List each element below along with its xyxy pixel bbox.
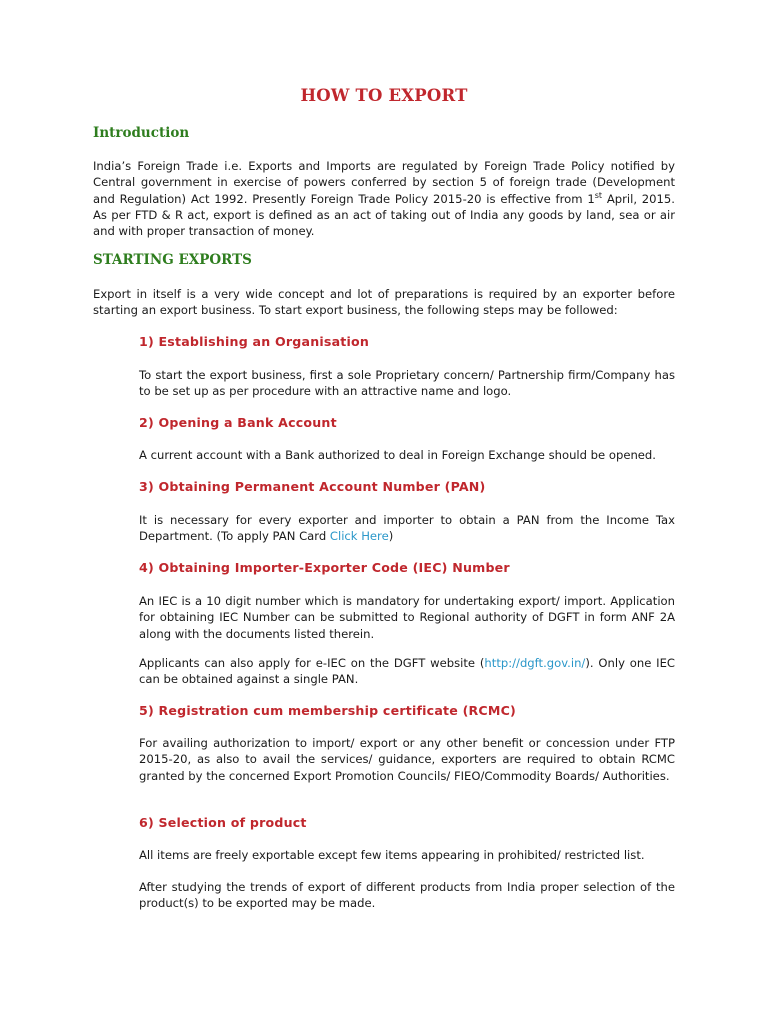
step-6-heading: 6) Selection of product <box>139 815 307 830</box>
step-2-paragraph: A current account with a Bank authorized to deal in Foreign Exchange should be opened. <box>139 448 656 462</box>
step-1-heading: 1) Establishing an Organisation <box>139 334 370 349</box>
step-3-heading: 3) Obtaining Permanent Account Number (PAN) <box>139 479 486 494</box>
step-4-paragraph-1: An IEC is a 10 digit number which is mandatory for undertaking export/ import. Application for obtaining IEC Number can be submitted to Regional authority of DGFT in form ANF 2A along with the documents listed therein. <box>139 594 675 641</box>
step-5-paragraph: For availing authorization to import/ export or any other benefit or concession under FTP 2015-20, as also to avail the services/ guidance, exporters are required to obtain RCMC granted by the concerned Export Promotion Councils/ FIEO/Commodity Boards/ Authorities. <box>139 736 675 783</box>
step-1-paragraph: To start the export business, first a sole Proprietary concern/ Partnership firm/Company has to be set up as per procedure with an attractive name and logo. <box>139 368 675 399</box>
step-3-paragraph: It is necessary for every exporter and importer to obtain a PAN from the Income Tax Department. (To apply PAN Card Click Here) <box>139 513 675 544</box>
starting-exports-paragraph: Export in itself is a very wide concept and lot of preparations is required by an exporter before starting an export business. To start export business, the following steps may be followed: <box>93 287 675 318</box>
step-4-paragraph-2: Applicants can also apply for e-IEC on the DGFT website (http://dgft.gov.in/). Only one IEC can be obtained against a single PAN. <box>139 656 675 687</box>
step-6-paragraph-1: All items are freely exportable except few items appearing in prohibited/ restricted list. <box>139 848 645 862</box>
starting-exports-heading: STARTING EXPORTS <box>93 252 252 268</box>
step-6-paragraph-2: After studying the trends of export of different products from India proper selection of the product(s) to be exported may be made. <box>139 880 675 911</box>
introduction-heading: Introduction <box>93 125 190 141</box>
pan-click-here-link[interactable]: Click Here <box>329 529 389 544</box>
dgft-website-link[interactable]: http://dgft.gov.in/ <box>484 656 586 670</box>
step-2-heading: 2) Opening a Bank Account <box>139 415 337 430</box>
introduction-paragraph: India’s Foreign Trade i.e. Exports and Imports are regulated by Foreign Trade Policy notified by Central government in exercise of powers conferred by section 5 of foreign trade (Development and Regulation) Act 1992. Presently Foreign Trade Policy 2015-20 is effective from 1st April, 2015. As per FTD & R act, export is defined as an act of taking out of India any goods by land, sea or air and with proper transaction of money. <box>93 159 675 239</box>
step-4-heading: 4) Obtaining Importer-Exporter Code (IEC) Number <box>139 560 510 575</box>
page-title: HOW TO EXPORT <box>300 86 468 105</box>
step-5-heading: 5) Registration cum membership certificate (RCMC) <box>139 703 516 718</box>
